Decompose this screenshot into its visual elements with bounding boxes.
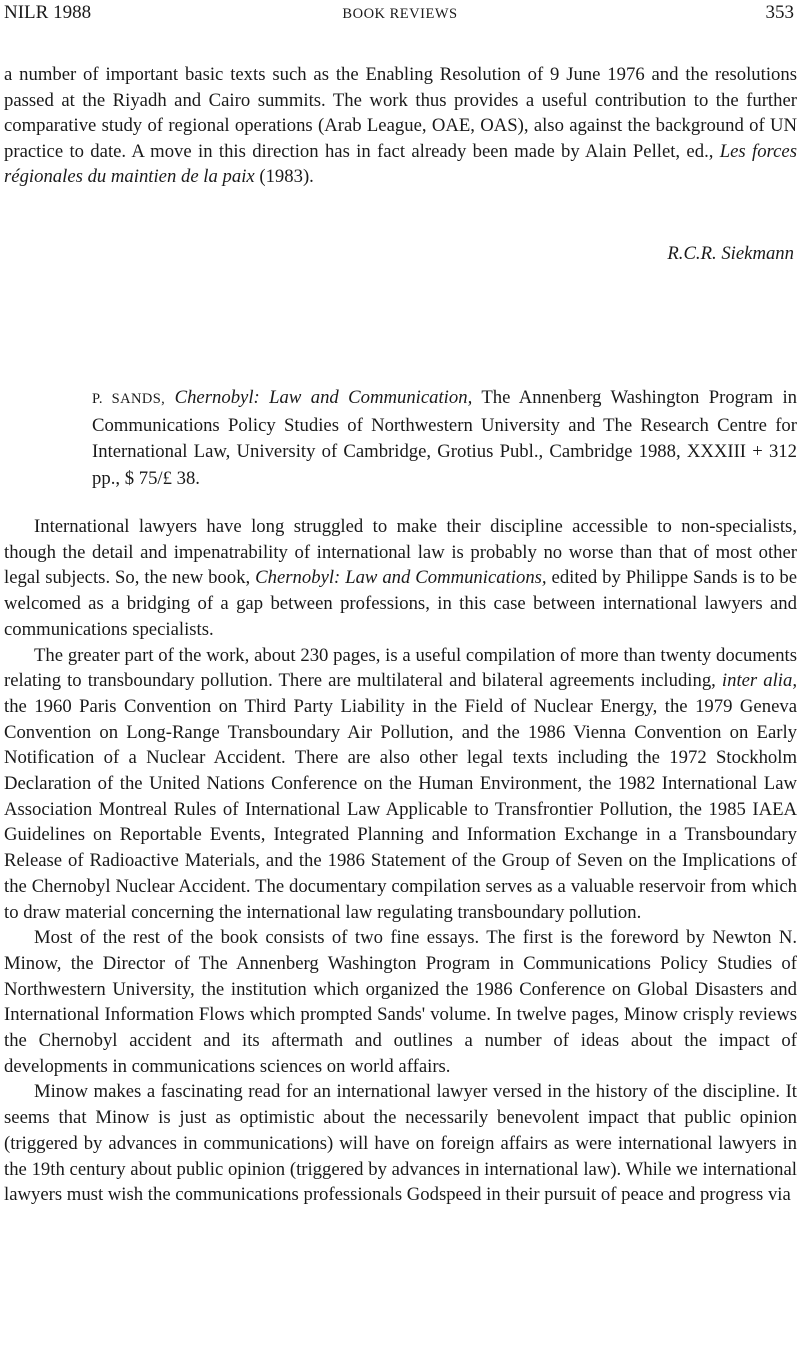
book-title: Chernobyl: Law and Communication,	[174, 387, 473, 408]
page-number: 353	[765, 2, 794, 23]
review-text: International lawyers have long struggled to make their discipline accessible to non-specialists, though the detail and impenatrability of international law is probably no worse than that of most other legal subjects. So, the new book,	[4, 516, 797, 589]
previous-review-text: a number of important basic texts such as the Enabling Resolution of 9 June 1976 and the resolutions passed at the Riyadh and Cairo summits. The work thus provides a useful contribution to the further comparative study of regional operations (Arab League, OAE, OAS), also against the background of UN practice to date. A move in this direction has in fact already been made by Alain Pellet, ed.,	[4, 64, 797, 162]
previous-review-ending	[4, 62, 797, 190]
journal-name: NILR 1988	[4, 2, 92, 23]
review-text: the 1960 Paris Convention on Third Party Liability in the Field of Nuclear Energy, the 1979 Geneva Convention on Long-Range Transboundary Air Pollution, and the 1986 Vienna Convention on Early Notification of a Nuclear Accident. There are also other legal texts including the 1972 Stockholm Declaration of the United Nations Conference on the Human Environment, the 1982 International Law Association Montreal Rules of International Law Applicable to Transfrontier Pollution, the 1985 IAEA Guidelines on Reportable Events, Integrated Planning and Information Exchange in a Transboundary Release of Radioactive Materials, and the 1986 Statement of the Group of Seven on the Implications of the Chernobyl Nuclear Accident. The documentary compilation serves as a valuable reservoir from which to draw material concerning the international law regulating transboundary pollution.	[4, 695, 797, 923]
review-text: edited by Philippe Sands is to be welcomed as a bridging of a gap between professions, in this case between international lawyers and communications specialists.	[4, 567, 797, 640]
review-paragraph-3: Most of the rest of the book consists of two fine essays. The first is the foreword by Newton N. Minow, the Director of The Annenberg Washington Program in Communications Policy Studies of Northwestern University, the institution which organized the 1986 Conference on Global Disasters and International Information Flows which prompted Sands' volume. In twelve pages, Minow crisply reviews the Chernobyl accident and its aftermath and outlines a number of ideas about the impact of developments in communications sciences on world affairs.	[4, 927, 797, 1077]
running-header	[0, 0, 800, 28]
previous-review-paragraph	[4, 62, 797, 190]
book-title-in-text: Chernobyl: Law and Communications,	[255, 567, 547, 589]
reviewer-signature: R.C.R. Siekmann	[667, 243, 794, 264]
section-title: BOOK REVIEWS	[342, 6, 458, 22]
book-citation	[92, 385, 797, 492]
review-paragraph-2	[4, 643, 797, 926]
latin-phrase: inter alia,	[721, 670, 797, 692]
book-author: P. SANDS,	[92, 391, 166, 407]
previous-review-text-end: (1983).	[254, 166, 314, 187]
cited-book-title: Les forces régionales du maintien de la paix	[4, 140, 797, 187]
review-text: The greater part of the work, about 230 pages, is a useful compilation of more than twenty documents relating to transboundary pollution. There are multilateral and bilateral agreements including,	[4, 644, 797, 692]
review-paragraph-4: Minow makes a fascinating read for an international lawyer versed in the history of the discipline. It seems that Minow is just as optimistic about the necessarily benevolent impact that public opinion (triggered by advances in communications) will have on foreign affairs as were international lawyers in the 19th century about public opinion (triggered by advances in international law). While we international lawyers must wish the communications professionals Godspeed in their pursuit of peace and progress via	[4, 1081, 797, 1206]
review-paragraph-1	[4, 514, 797, 643]
book-publication-details: The Annenberg Washington Program in Communications Policy Studies of Northwestern University and The Research Centre for International Law, University of Cambridge, Grotius Publ., Cambridge 1988, XXXIII + 312 pp., $ 75/£ 38.	[92, 387, 797, 489]
review-body	[4, 514, 797, 1208]
